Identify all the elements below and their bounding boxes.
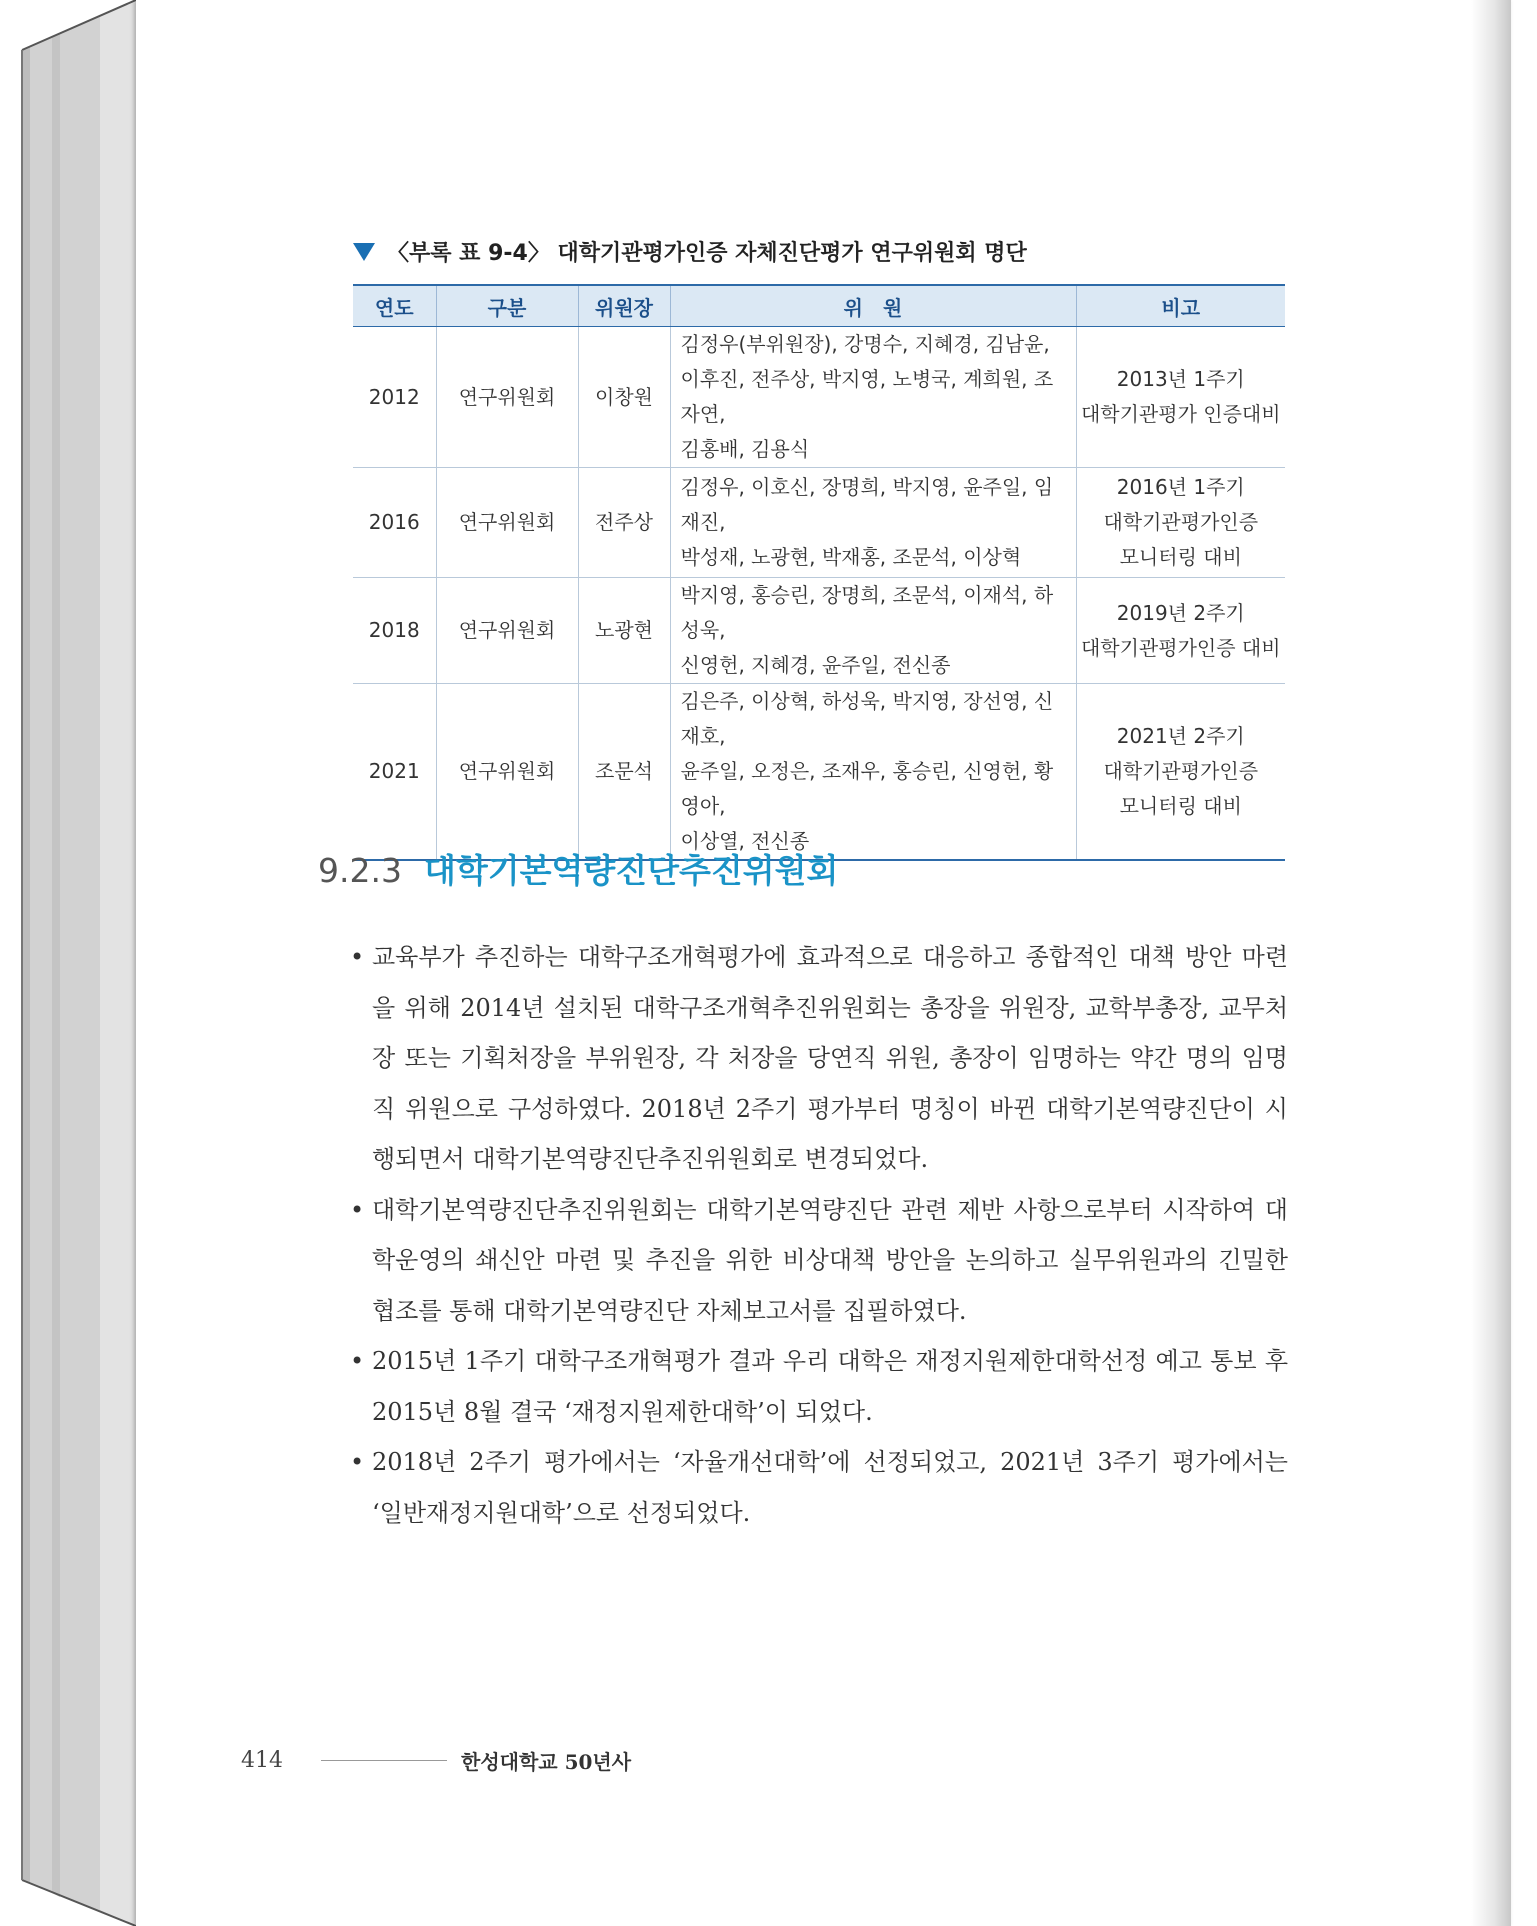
bullet-text: 2018년 2주기 평가에서는 ‘자율개선대학’에 선정되었고, 2021년 3주기 평가에서는 ‘일반재정지원대학’으로 선정되었다. <box>372 1448 1288 1527</box>
cell-year: 2016 <box>353 468 436 578</box>
bullet-icon: • <box>350 943 365 971</box>
note-line: 2019년 2주기 <box>1116 600 1245 625</box>
members-line: 윤주일, 오정은, 조재우, 홍승린, 신영헌, 황영아, <box>680 759 1054 818</box>
cell-year: 2021 <box>353 684 436 861</box>
triangle-marker-icon <box>353 243 375 261</box>
cell-chair: 조문석 <box>578 684 670 861</box>
members-line: 김은주, 이상혁, 하성욱, 박지영, 장선영, 신재호, <box>680 689 1054 748</box>
cell-chair: 전주상 <box>578 468 670 578</box>
members-line: 김정우(부위원장), 강명수, 지혜경, 김남윤, <box>680 332 1050 356</box>
section-heading <box>318 845 838 892</box>
note-line: 2013년 1주기 <box>1116 367 1245 391</box>
section-title: 대학기본역량진단추진위원회 <box>423 851 839 890</box>
table-row <box>353 578 1285 684</box>
cell-type: 연구위원회 <box>436 327 578 468</box>
list-item <box>348 1336 1288 1437</box>
bullet-text: 대학기본역량진단추진위원회는 대학기본역량진단 관련 제반 사항으로부터 시작하여 대학운영의 쇄신안 마련 및 추진을 위한 비상대책 방안을 논의하고 실무위원과의 긴밀한 협조를 통해 대학기본역량진단 자체보고서를 집필하였다. <box>372 1195 1288 1325</box>
header-type: 구분 <box>436 285 578 327</box>
note-line: 대학기관평가인증 <box>1103 759 1259 783</box>
table-header-row <box>353 285 1285 327</box>
cell-note <box>1076 327 1285 468</box>
note-line: 대학기관평가인증 <box>1103 510 1259 534</box>
members-line: 박성재, 노광현, 박재홍, 조문석, 이상혁 <box>680 545 1022 569</box>
table-row <box>353 684 1285 861</box>
section-number: 9.2.3 <box>318 851 402 890</box>
table-row <box>353 327 1285 468</box>
header-note: 비고 <box>1076 285 1285 327</box>
page-number: 414 <box>241 1748 283 1773</box>
note-line: 2016년 1주기 <box>1116 475 1245 499</box>
note-line: 모니터링 대비 <box>1119 794 1242 818</box>
cell-type: 연구위원회 <box>436 578 578 684</box>
table-row <box>353 468 1285 578</box>
members-line: 박지영, 홍승린, 장명희, 조문석, 이재석, 하성욱, <box>680 583 1054 642</box>
members-line: 신영헌, 지혜경, 윤주일, 전신종 <box>680 653 951 677</box>
header-year: 연도 <box>353 285 436 327</box>
cell-type: 연구위원회 <box>436 684 578 861</box>
note-line: 모니터링 대비 <box>1119 545 1242 569</box>
members-line: 김정우, 이호신, 장명희, 박지영, 윤주일, 임재진, <box>680 475 1054 534</box>
members-line: 이상열, 전신종 <box>680 829 810 853</box>
list-item <box>348 1437 1288 1538</box>
footer-rule <box>321 1760 447 1761</box>
page-footer <box>241 1746 631 1775</box>
cell-members <box>670 468 1076 578</box>
cell-year: 2012 <box>353 327 436 468</box>
bullet-list <box>348 932 1288 1538</box>
header-chair: 위원장 <box>578 285 670 327</box>
members-line: 김홍배, 김용식 <box>680 437 810 461</box>
page-gutter-shadow <box>1471 0 1511 1926</box>
cell-members <box>670 578 1076 684</box>
note-line: 2021년 2주기 <box>1116 724 1245 748</box>
cell-note <box>1076 578 1285 684</box>
cell-year: 2018 <box>353 578 436 684</box>
cell-type: 연구위원회 <box>436 468 578 578</box>
members-line: 이후진, 전주상, 박지영, 노병국, 계희원, 조자연, <box>680 367 1054 426</box>
bullet-text: 교육부가 추진하는 대학구조개혁평가에 효과적으로 대응하고 종합적인 대책 방안 마련을 위해 2014년 설치된 대학구조개혁추진위원회는 총장을 위원장, 교학부총장, 교무처장 또는 기획처장을 부위원장, 각 처장을 당연직 위원, 총장이 임명하는 약간 명의 임명직 위원으로 구성하였다. 2018년 2주기 평가부터 명칭이 바뀐 대학기본역량진단이 시행되면서 대학기본역량진단추진위원회로 변경되었다. <box>372 943 1288 1173</box>
header-members: 위 원 <box>670 285 1076 327</box>
bullet-icon: • <box>350 1347 365 1375</box>
cell-note <box>1076 468 1285 578</box>
cell-note <box>1076 684 1285 861</box>
cell-chair: 노광현 <box>578 578 670 684</box>
list-item <box>348 1185 1288 1337</box>
committee-roster-table <box>353 284 1285 861</box>
bullet-text: 2015년 1주기 대학구조개혁평가 결과 우리 대학은 재정지원제한대학선정 예고 통보 후 2015년 8월 결국 ‘재정지원제한대학’이 되었다. <box>372 1347 1288 1426</box>
cell-members <box>670 327 1076 468</box>
cell-members <box>670 684 1076 861</box>
note-line: 대학기관평가인증 대비 <box>1080 635 1281 660</box>
table-caption-text: 〈부록 표 9-4〉 대학기관평가인증 자체진단평가 연구위원회 명단 <box>387 241 1027 266</box>
bullet-icon: • <box>350 1448 365 1476</box>
cell-chair: 이창원 <box>578 327 670 468</box>
list-item <box>348 932 1288 1185</box>
bullet-icon: • <box>350 1195 365 1224</box>
table-caption <box>353 236 1027 267</box>
book-title: 한성대학교 50년사 <box>461 1750 632 1774</box>
book-edge <box>0 0 140 1926</box>
note-line: 대학기관평가 인증대비 <box>1080 402 1281 426</box>
